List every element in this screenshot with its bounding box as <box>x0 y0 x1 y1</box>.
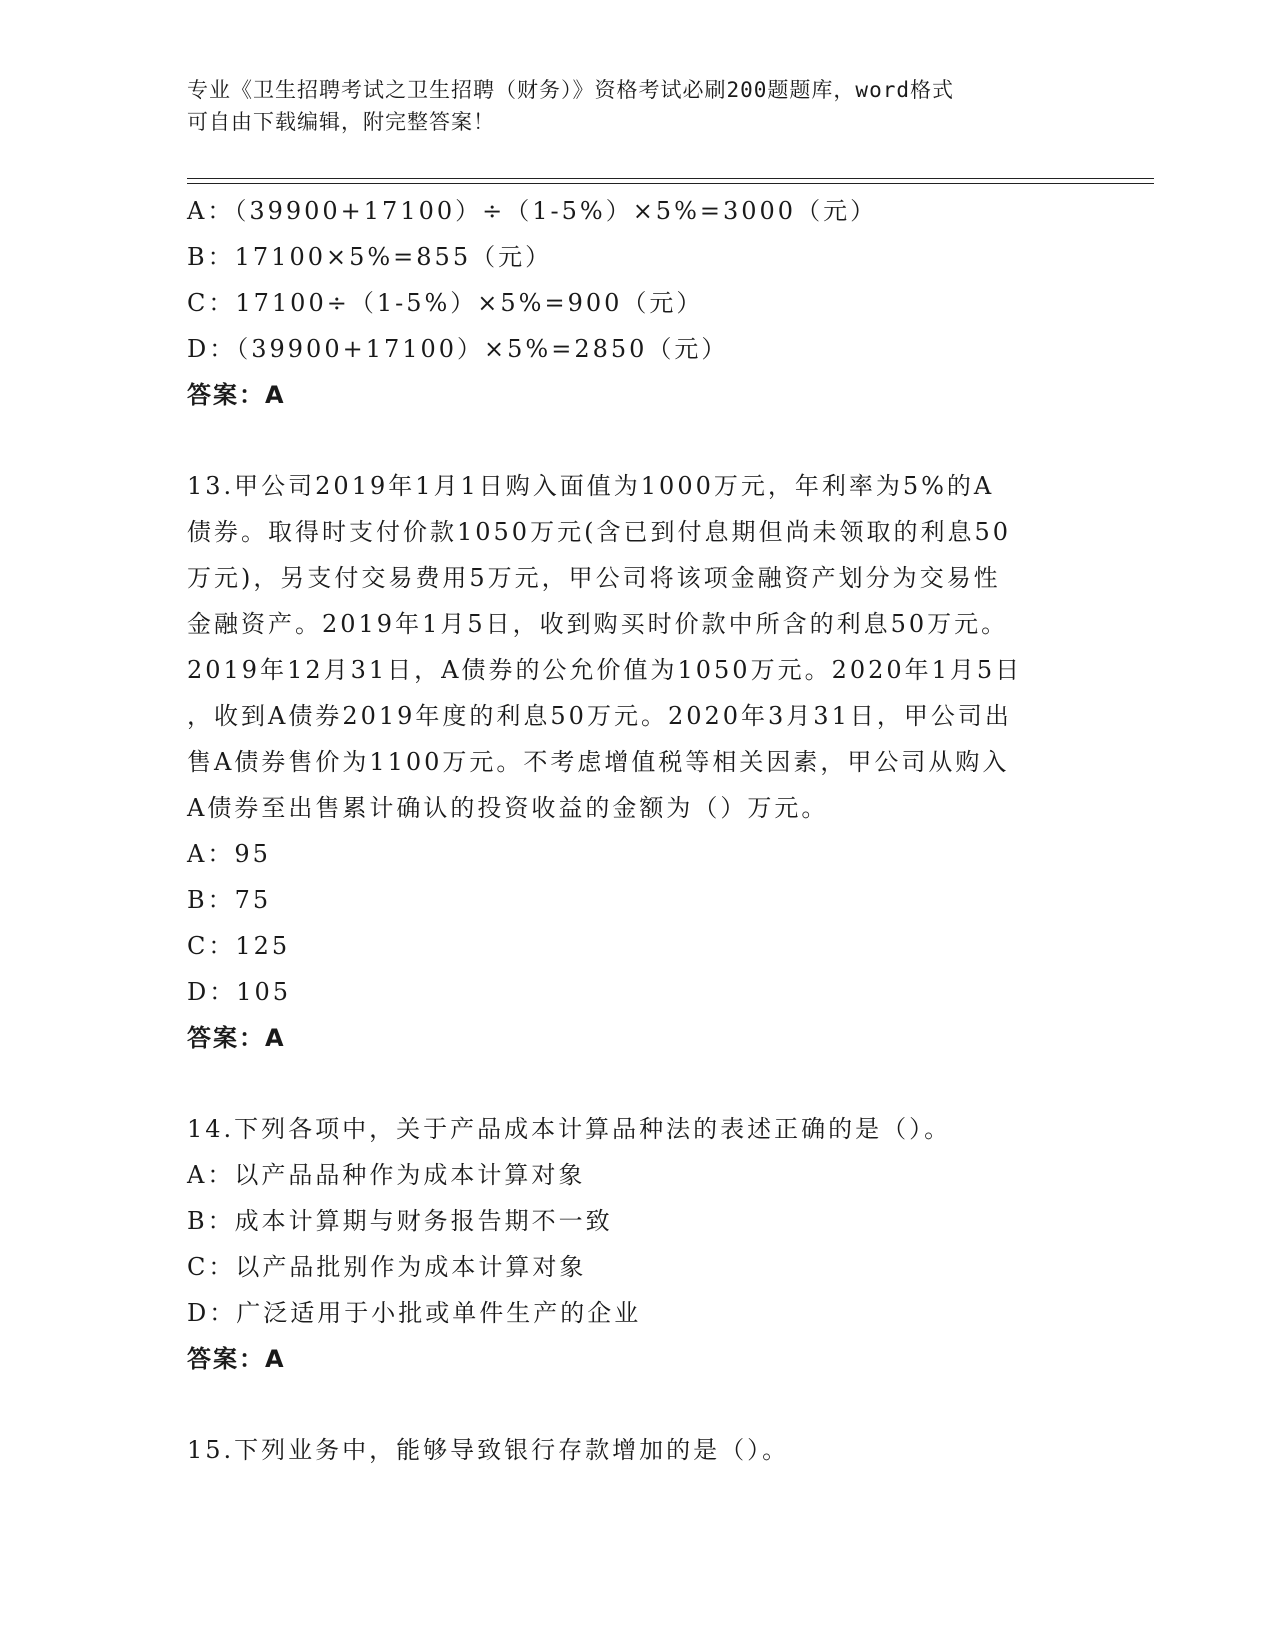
q14-answer: 答案：A <box>187 1345 286 1373</box>
header-line-1: 专业《卫生招聘考试之卫生招聘（财务）》资格考试必刷200题题库，word格式 <box>187 78 954 102</box>
q13-option-d: D：105 <box>187 978 292 1006</box>
q12-option-d: D：（39900+17100）×5%=2850（元） <box>187 335 729 363</box>
q13-text-line-7: 售A债券售价为1100万元。不考虑增值税等相关因素，甲公司从购入 <box>187 748 1010 776</box>
q13-text-line-4: 金融资产。2019年1月5日，收到购买时价款中所含的利息50万元。 <box>187 610 1009 638</box>
q13-text-line-5: 2019年12月31日，A债券的公允价值为1050万元。2020年1月5日 <box>187 656 1023 684</box>
q13-text-line-6: ，收到A债券2019年度的利息50万元。2020年3月31日，甲公司出 <box>187 702 1012 730</box>
question-12-block <box>187 188 1087 418</box>
q12-option-c: C：17100÷（1-5%）×5%=900（元） <box>187 289 704 317</box>
q14-option-d: D：广泛适用于小批或单件生产的企业 <box>187 1299 642 1327</box>
q13-text-line-8: A债券至出售累计确认的投资收益的金额为（）万元。 <box>187 794 829 822</box>
q13-text-line-3: 万元)，另支付交易费用5万元，甲公司将该项金融资产划分为交易性 <box>187 564 1001 592</box>
question-14-block <box>187 1106 1087 1382</box>
q14-option-a: A：以产品品种作为成本计算对象 <box>187 1161 586 1189</box>
header-line-2: 可自由下载编辑，附完整答案！ <box>187 110 495 134</box>
q13-option-c: C：125 <box>187 932 291 960</box>
q14-option-c: C：以产品批别作为成本计算对象 <box>187 1253 587 1281</box>
q13-option-b: B：75 <box>187 886 272 914</box>
q13-text-line-2: 债券。取得时支付价款1050万元(含已到付息期但尚未领取的利息50 <box>187 518 1011 546</box>
q13-text-line-1: 13.甲公司2019年1月1日购入面值为1000万元，年利率为5%的A <box>187 472 995 500</box>
q13-answer: 答案：A <box>187 1024 286 1052</box>
document-header <box>187 74 1087 138</box>
question-content <box>187 188 1087 1473</box>
q13-option-a: A：95 <box>187 840 271 868</box>
q12-option-a: A：（39900+17100）÷（1-5%）×5%=3000（元） <box>187 197 878 225</box>
question-13-block <box>187 463 1087 1061</box>
q14-text-line-1: 14.下列各项中，关于产品成本计算品种法的表述正确的是（）。 <box>187 1115 952 1143</box>
q14-option-b: B：成本计算期与财务报告期不一致 <box>187 1207 613 1235</box>
q15-text-line-1: 15.下列业务中，能够导致银行存款增加的是（）。 <box>187 1436 790 1464</box>
question-15-block <box>187 1427 1087 1473</box>
header-rule-bottom <box>187 183 1154 184</box>
q12-option-b: B：17100×5%=855（元） <box>187 243 553 271</box>
q12-answer: 答案：A <box>187 381 286 409</box>
header-rule-top <box>187 178 1154 179</box>
